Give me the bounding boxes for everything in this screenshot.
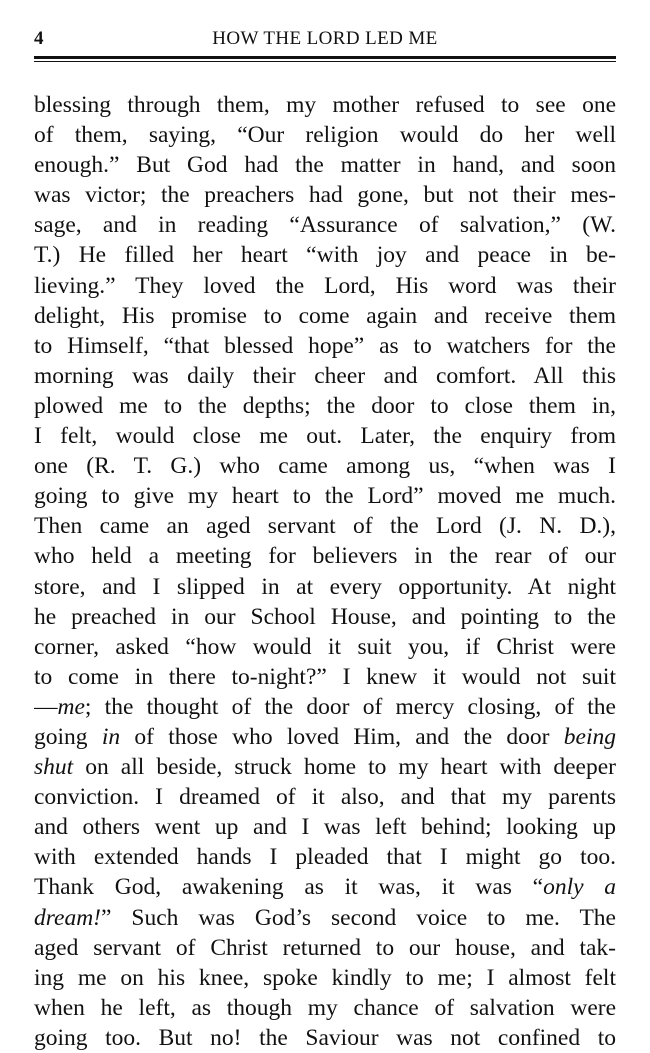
text-line (34, 331, 616, 361)
italic-text: in (101, 723, 121, 750)
text-segment: Thank God, awakening as it was, it was “ (34, 874, 544, 901)
text-line (34, 963, 616, 993)
text-line (34, 120, 616, 150)
text-line (34, 361, 616, 391)
text-line (34, 391, 616, 421)
italic-text: only a (543, 874, 616, 901)
header-rule-thin (34, 61, 616, 62)
italic-text: me (57, 693, 85, 720)
page-header (34, 26, 616, 52)
text-segment: ; the thought of the door of mercy closing, of the (84, 693, 616, 720)
body-text (34, 90, 616, 1053)
text-segment: sage, and in reading “Assurance of salvation,” (W. (34, 212, 616, 239)
text-segment: ing me on his knee, spoke kindly to me; I almost felt (34, 964, 616, 991)
header-rule-thick (34, 56, 616, 59)
italic-text: shut (34, 754, 74, 781)
text-segment: going (34, 723, 102, 750)
text-segment: to come in there to-night?” I knew it would not suit (34, 663, 616, 690)
text-line (34, 782, 616, 812)
text-line (34, 993, 616, 1023)
text-line (34, 632, 616, 662)
text-segment: he preached in our School House, and pointing to the (34, 603, 616, 630)
text-segment: conviction. I dreamed of it also, and that my parents (34, 784, 616, 811)
text-line (34, 752, 616, 782)
text-segment: I felt, would close me out. Later, the enquiry from (34, 423, 616, 450)
text-line (34, 481, 616, 511)
text-segment: going to give my heart to the Lord” moved me much. (34, 483, 616, 510)
text-segment: going too. But no! the Saviour was not confined to (34, 1024, 616, 1051)
text-segment: of those who loved Him, and the door (120, 723, 564, 750)
text-segment: corner, asked “how would it suit you, if Christ were (34, 633, 616, 660)
text-line (34, 692, 616, 722)
text-line (34, 541, 616, 571)
text-segment: Then came an aged servant of the Lord (J. N. D.), (34, 513, 616, 540)
text-line (34, 150, 616, 180)
text-segment: was victor; the preachers had gone, but not their mes- (34, 182, 616, 209)
text-segment: T.) He filled her heart “with joy and peace in be- (34, 242, 616, 269)
text-segment: and others went up and I was left behind; looking up (34, 814, 616, 841)
text-line (34, 451, 616, 481)
book-page (34, 26, 616, 1053)
text-line (34, 210, 616, 240)
text-segment: one (R. T. G.) who came among us, “when was I (34, 453, 616, 480)
text-line (34, 90, 616, 120)
text-line (34, 872, 616, 902)
text-segment: to Himself, “that blessed hope” as to watchers for the (34, 332, 616, 359)
text-line (34, 662, 616, 692)
text-line (34, 812, 616, 842)
text-line (34, 301, 616, 331)
text-segment: who held a meeting for believers in the rear of our (34, 543, 616, 570)
text-segment: store, and I slipped in at every opportunity. At night (34, 573, 616, 600)
text-line (34, 572, 616, 602)
text-segment: plowed me to the depths; the door to close them in, (34, 392, 616, 419)
text-segment: — (34, 693, 58, 720)
text-line (34, 602, 616, 632)
text-line (34, 421, 616, 451)
text-segment: with extended hands I pleaded that I might go too. (34, 844, 616, 871)
running-head: HOW THE LORD LED ME (212, 28, 438, 49)
page-number: 4 (34, 28, 44, 49)
text-line (34, 511, 616, 541)
italic-text: being (563, 723, 616, 750)
text-line (34, 842, 616, 872)
text-line (34, 722, 616, 752)
text-segment: aged servant of Christ returned to our house, and tak- (34, 934, 616, 961)
text-line (34, 240, 616, 270)
text-segment: delight, His promise to come again and receive them (34, 302, 616, 329)
text-segment: lieving.” They loved the Lord, His word was their (34, 272, 616, 299)
text-segment: when he left, as though my chance of salvation were (34, 994, 616, 1021)
text-line (34, 180, 616, 210)
text-segment: on all beside, struck home to my heart with deeper (73, 754, 616, 781)
text-segment: blessing through them, my mother refused to see one (34, 92, 616, 118)
text-segment: morning was daily their cheer and comfort. All this (34, 362, 616, 389)
text-line (34, 903, 616, 933)
text-line (34, 271, 616, 301)
text-line (34, 1023, 616, 1053)
text-line (34, 933, 616, 963)
text-segment: of them, saying, “Our religion would do her well (34, 122, 616, 149)
text-segment: enough.” But God had the matter in hand, and soon (34, 152, 616, 179)
italic-text: dream! (34, 904, 102, 931)
text-segment: ” Such was God’s second voice to me. The (101, 904, 616, 931)
